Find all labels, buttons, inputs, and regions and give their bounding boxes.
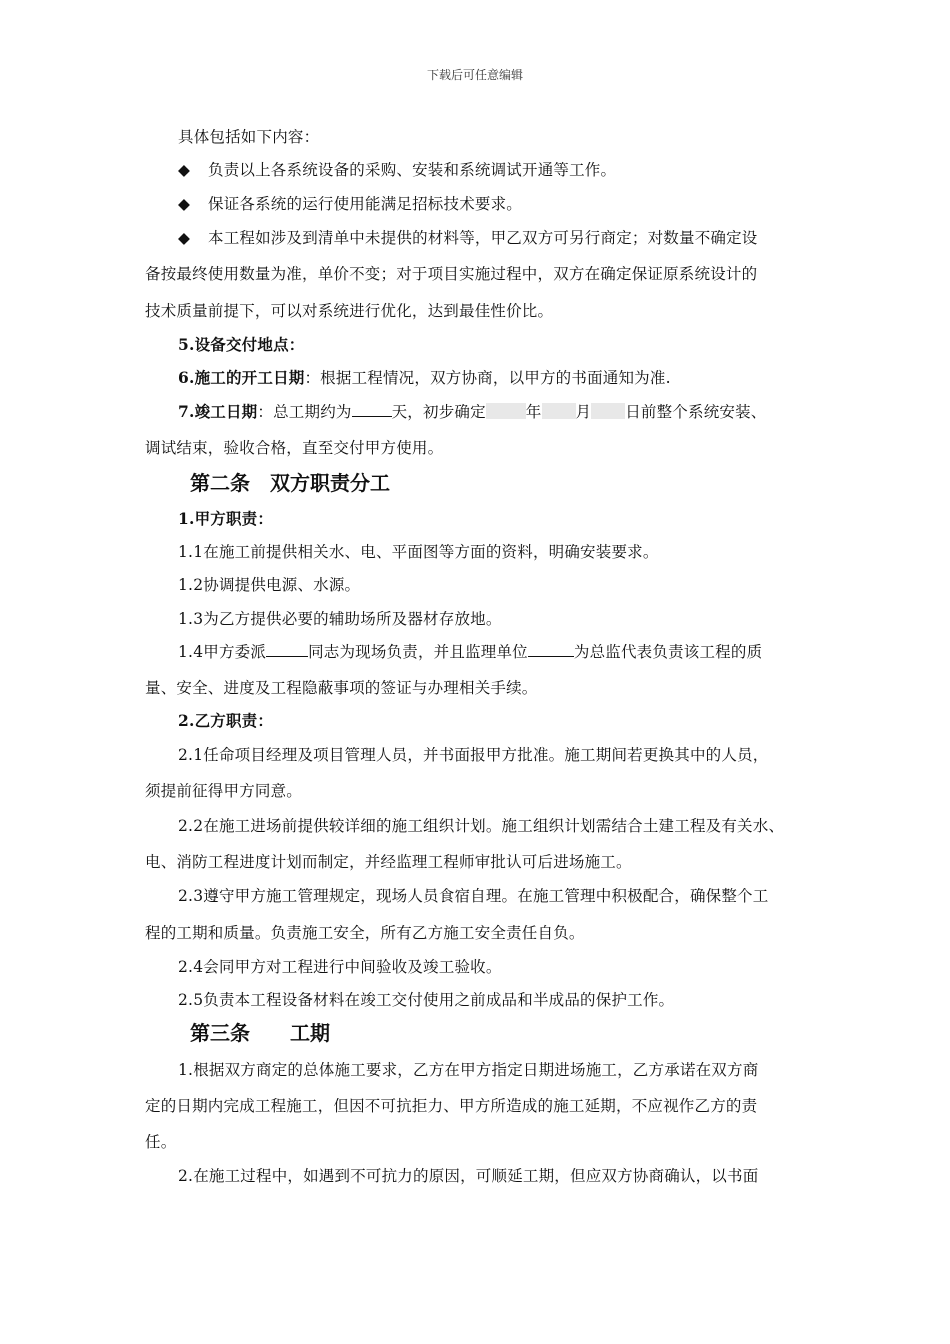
diamond-bullet-icon: ◆ <box>178 161 191 179</box>
blank-representative-field[interactable] <box>266 642 308 657</box>
clause-line: 1.4甲方委派 同志为现场负责，并且监理单位 为总监代表负责该工程的质 <box>178 643 763 661</box>
article-heading: 第二条 双方职责分工 <box>190 471 390 495</box>
blank-year-field[interactable] <box>486 403 526 419</box>
body-line: 任。 <box>145 1133 177 1151</box>
item-start-date: 6.施工的开工日期：根据工程情况，双方协商，以甲方的书面通知为准. <box>178 368 671 387</box>
clause-line: 2.2在施工进场前提供较详细的施工组织计划。施工组织计划需结合土建工程及有关水、 <box>178 817 785 835</box>
bullet-item: ◆ 保证各系统的运行使用能满足招标技术要求。 <box>178 195 523 213</box>
article-heading: 第三条 工期 <box>190 1021 330 1045</box>
section-label: 1.甲方职责： <box>178 509 274 528</box>
bullet-item: ◆ 负责以上各系统设备的采购、安装和系统调试开通等工作。 <box>178 161 617 179</box>
clause-line: 2.3遵守甲方施工管理规定，现场人员食宿自理。在施工管理中积极配合，确保整个工 <box>178 887 769 905</box>
clause-line: 2.在施工过程中，如遇到不可抗力的原因，可顺延工期，但应双方协商确认，以书面 <box>178 1167 759 1185</box>
bullet-item: ◆ 本工程如涉及到清单中未提供的材料等，甲乙双方可另行商定；对数量不确定设 <box>178 229 758 247</box>
item-delivery-place: 5.设备交付地点： <box>178 335 305 354</box>
body-line: 电、消防工程进度计划而制定，并经监理工程师审批认可后进场施工。 <box>145 853 632 871</box>
intro-line: 具体包括如下内容： <box>178 128 320 146</box>
page-header: 下载后可任意编辑 <box>426 68 523 82</box>
blank-days-field[interactable] <box>352 402 392 417</box>
body-line: 程的工期和质量。负责施工安全，所有乙方施工安全责任自负。 <box>145 924 585 942</box>
clause-line: 2.5负责本工程设备材料在竣工交付使用之前成品和半成品的保护工作。 <box>178 991 675 1009</box>
body-line: 调试结束，验收合格，直至交付甲方使用。 <box>145 439 444 457</box>
body-line: 量、安全、进度及工程隐蔽事项的签证与办理相关手续。 <box>145 679 538 697</box>
blank-day-field[interactable] <box>591 403 625 419</box>
clause-line: 1.1在施工前提供相关水、电、平面图等方面的资料，明确安装要求。 <box>178 543 659 561</box>
clause-line: 1.根据双方商定的总体施工要求，乙方在甲方指定日期进场施工，乙方承诺在双方商 <box>178 1061 759 1079</box>
blank-month-field[interactable] <box>542 403 576 419</box>
clause-line: 2.1任命项目经理及项目管理人员，并书面报甲方批准。施工期间若更换其中的人员， <box>178 746 769 764</box>
body-line: 备按最终使用数量为准，单价不变；对于项目实施过程中，双方在确定保证原系统设计的 <box>145 265 758 283</box>
body-line: 定的日期内完成工程施工，但因不可抗拒力、甲方所造成的施工延期，不应视作乙方的责 <box>145 1097 758 1115</box>
diamond-bullet-icon: ◆ <box>178 229 191 247</box>
clause-line: 1.2协调提供电源、水源。 <box>178 576 361 594</box>
body-line: 须提前征得甲方同意。 <box>145 782 303 800</box>
diamond-bullet-icon: ◆ <box>178 195 191 213</box>
section-label: 2.乙方职责： <box>178 711 274 730</box>
body-line: 技术质量前提下，可以对系统进行优化，达到最佳性价比。 <box>145 302 554 320</box>
item-completion-date: 7.竣工日期：总工期约为 天，初步确定 年 月 日前整个系统安装、 <box>178 402 767 421</box>
clause-line: 2.4会同甲方对工程进行中间验收及竣工验收。 <box>178 958 502 976</box>
clause-line: 1.3为乙方提供必要的辅助场所及器材存放地。 <box>178 610 502 628</box>
blank-supervisor-field[interactable] <box>528 642 574 657</box>
